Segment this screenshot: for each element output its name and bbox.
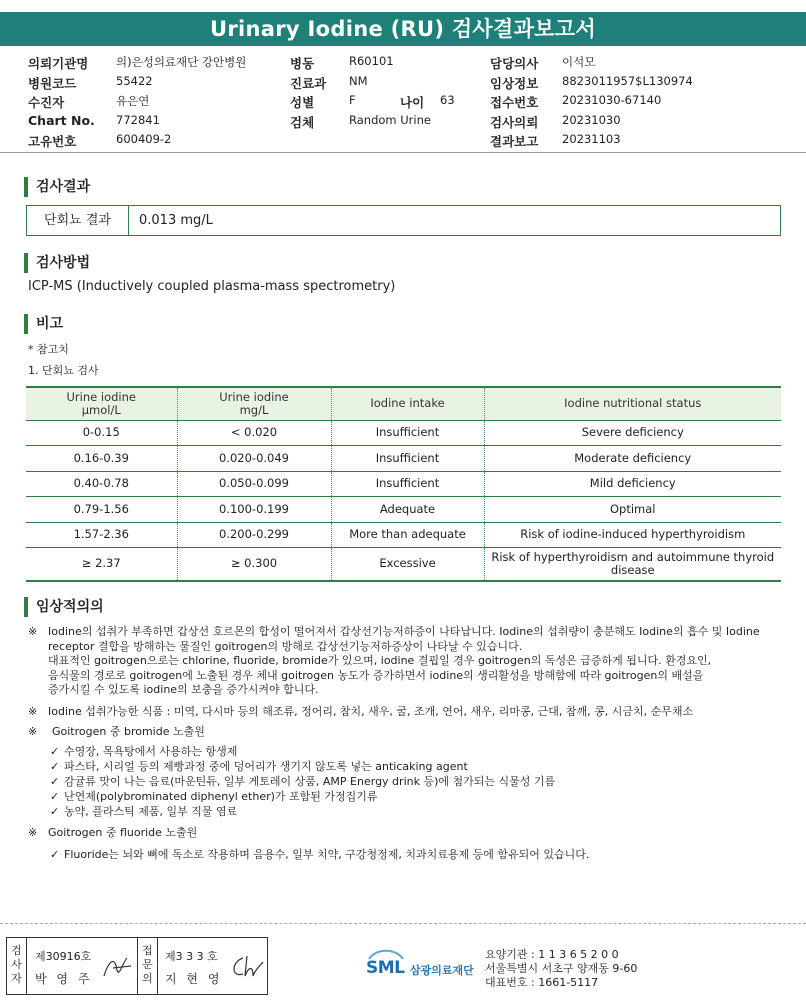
specimen-value: Random Urine xyxy=(349,112,431,127)
cell-mg: 0.020-0.049 xyxy=(177,446,331,472)
cell-umol: 0.16-0.39 xyxy=(73,450,129,465)
cell-mg: ≥ 0.300 xyxy=(177,548,331,581)
table-header-row xyxy=(26,387,781,420)
logo-text: SML xyxy=(366,958,405,978)
checker-number: 제30916호 xyxy=(35,950,92,963)
cell-intake: Insufficient xyxy=(331,471,484,497)
result-label: 단회뇨 결과 xyxy=(27,206,129,235)
bromide-item: 농약, 플라스틱 제품, 일부 직물 염료 xyxy=(64,805,238,818)
cell-status: Severe deficiency xyxy=(484,420,781,446)
bromide-item: 파스타, 시리얼 등의 제빵과정 중에 덩어리가 생기지 않도록 넣는 anticaking agent xyxy=(64,760,468,773)
receipt-value: 20231030-67140 xyxy=(562,93,662,107)
inst-address: 서울특별시 서초구 양재동 9-60 xyxy=(485,962,638,975)
paragraph-line: 증가시킬 수 있도록 iodine의 보충을 증가시켜야 합니다. xyxy=(48,683,319,696)
signature-box xyxy=(6,937,268,995)
approver-number: 제3 3 3 호 xyxy=(165,950,218,963)
cell-mg: 0.200-0.299 xyxy=(177,522,331,548)
age-value: 63 xyxy=(440,93,455,107)
clinical-info-value: 8823011957$L130974 xyxy=(562,73,693,88)
checker-name: 박 영 주 xyxy=(35,972,93,986)
patient-label: 수진자 xyxy=(28,95,65,110)
cell-mg: < 0.020 xyxy=(177,420,331,446)
check-icon: ✓ xyxy=(50,775,60,788)
cell-intake: Adequate xyxy=(331,497,484,523)
request-label: 검사의뢰 xyxy=(490,114,539,130)
uid-label: 고유번호 xyxy=(28,134,77,149)
paragraph-line: 음식물의 경로로 goitrogen에 노출된 경우 체내 goitrogen 농도가 증가하면서 iodine의 생리활성을 방해함에 따라 goitrogen의 배설을 xyxy=(48,668,704,682)
inst-code: 요양기관 : 1 1 3 6 5 2 0 0 xyxy=(485,948,619,961)
method-heading: 검사방법 xyxy=(24,253,90,273)
cell-status: Risk of hyperthyroidism and autoimmune thyroid disease xyxy=(484,548,781,581)
result-value: 0.013 mg/L xyxy=(139,213,213,228)
checker-signature xyxy=(101,952,135,982)
chart-label: Chart No. xyxy=(28,112,95,128)
paragraph-line: receptor 결합을 방해하는 물질인 goitrogen의 방해로 갑상선기능저하증상이 나타날 수 있습니다. xyxy=(48,639,523,653)
check-icon: ✓ xyxy=(50,805,60,818)
reference-note: * 참고치 xyxy=(28,343,69,356)
table-row xyxy=(26,471,781,497)
hospital-value: 의)은성의료재단 강안병원 xyxy=(116,55,247,69)
clinical-info-label: 임상정보 xyxy=(490,75,539,91)
reference-sub: 1. 단회뇨 검사 xyxy=(28,364,99,377)
patient-info xyxy=(28,54,788,152)
bromide-item: 난연제(polybrominated diphenyl ether)가 포함된 가정집기류 xyxy=(64,790,378,803)
doctor-value: 이석모 xyxy=(562,55,596,69)
sex-value: F xyxy=(349,93,356,107)
note-mark: ※ xyxy=(28,826,38,839)
dept-label: 진료과 xyxy=(290,75,327,91)
note-mark: ※ xyxy=(28,705,38,718)
cell-status: Mild deficiency xyxy=(484,471,781,497)
paragraph-line: 대표적인 goitrogen으로는 chlorine, fluoride, bromide가 있으며, iodine 결핍일 경우 goitrogen의 독성은 급증하게 됩니다. 환경요인, xyxy=(48,654,712,667)
inst-phone: 대표번호 : 1661-5117 xyxy=(485,976,599,989)
divider xyxy=(0,152,806,153)
code-value: 55422 xyxy=(116,73,153,88)
approver-name: 지 현 영 xyxy=(165,972,223,986)
doctor-label: 담당의사 xyxy=(490,56,539,71)
footer-divider xyxy=(0,923,806,924)
report-title: Urinary Iodine (RU) 검사결과보고서 xyxy=(0,12,806,46)
specimen-label: 검체 xyxy=(290,114,315,130)
cell-umol: ≥ 2.37 xyxy=(81,556,121,571)
sex-label: 성별 xyxy=(290,95,315,110)
remarks-heading: 비고 xyxy=(24,314,63,334)
cell-intake: More than adequate xyxy=(331,522,484,548)
table-row xyxy=(26,446,781,472)
col-header-mg: Urine iodine mg/L xyxy=(177,387,331,420)
cell-umol: 0-0.15 xyxy=(82,425,120,440)
note-mark: ※ xyxy=(28,725,38,738)
approver-label: 접 문 의 xyxy=(138,938,158,994)
institution-info xyxy=(485,948,637,990)
fluoride-heading: Goitrogen 중 fluoride 노출원 xyxy=(48,826,198,839)
chart-value: 772841 xyxy=(116,112,160,127)
uid-value: 600409-2 xyxy=(116,132,172,146)
table-row xyxy=(26,420,781,446)
code-label: 병원코드 xyxy=(28,75,77,91)
cell-status: Risk of iodine-induced hyperthyroidism xyxy=(484,522,781,548)
cell-status: Optimal xyxy=(484,497,781,523)
bromide-heading: Goitrogen 중 bromide 노출원 xyxy=(52,725,205,738)
cell-umol: 1.57-2.36 xyxy=(73,527,129,542)
hospital-label: 의뢰기관명 xyxy=(28,56,89,71)
col-header-umol: Urine iodine μmol/L xyxy=(26,387,177,420)
fluoride-item: Fluoride는 뇌와 뼈에 독소로 작용하며 음용수, 일부 치약, 구강청정제, 치과치료용제 등에 함유되어 있습니다. xyxy=(64,848,590,861)
ward-label: 병동 xyxy=(290,56,315,71)
check-icon: ✓ xyxy=(50,760,60,773)
dept-value: NM xyxy=(349,73,368,88)
cell-mg: 0.100-0.199 xyxy=(177,497,331,523)
patient-value: 유은연 xyxy=(116,94,150,108)
note-mark: ※ xyxy=(28,625,38,638)
cell-umol: 0.40-0.78 xyxy=(73,476,129,491)
food-list: Iodine 섭취가능한 식품 : 미역, 다시마 등의 해조류, 정어리, 참치, 새우, 굴, 조개, 연어, 새우, 리마콩, 근대, 참깨, 콩, 시금치, 순무채소 xyxy=(48,705,694,718)
result-heading: 검사결과 xyxy=(24,177,90,197)
ward-value: R60101 xyxy=(349,54,394,68)
reference-table xyxy=(26,386,781,582)
table-row xyxy=(26,497,781,523)
cell-mg: 0.050-0.099 xyxy=(177,471,331,497)
col-header-intake: Iodine intake xyxy=(331,387,484,420)
report-date-label: 결과보고 xyxy=(490,134,539,149)
method-text: ICP-MS (Inductively coupled plasma-mass spectrometry) xyxy=(28,279,396,294)
clinical-heading: 임상적의의 xyxy=(24,597,104,617)
org-name: 삼광의료재단 xyxy=(410,964,474,977)
table-row xyxy=(26,548,781,581)
table-row xyxy=(26,522,781,548)
checker-label: 검 사 자 xyxy=(7,938,27,994)
cell-intake: Excessive xyxy=(331,548,484,581)
col-header-status: Iodine nutritional status xyxy=(484,387,781,420)
cell-intake: Insufficient xyxy=(331,420,484,446)
result-box xyxy=(26,205,781,236)
cell-status: Moderate deficiency xyxy=(484,446,781,472)
bromide-item: 감귤류 맛이 나는 음료(마운틴듀, 일부 게토레이 상품, AMP Energy drink 등)에 첨가되는 식물성 기름 xyxy=(64,775,556,788)
clinical-paragraph xyxy=(48,625,788,698)
approver-signature xyxy=(229,952,265,982)
paragraph-line: Iodine의 섭취가 부족하면 갑상선 호르몬의 합성이 떨어져서 갑상선기능저하증이 나타납니다. Iodine의 섭취량이 충분해도 Iodine의 흡수 및 Iodine xyxy=(48,625,760,638)
check-icon: ✓ xyxy=(50,790,60,803)
cell-umol: 0.79-1.56 xyxy=(73,501,129,516)
age-label: 나이 xyxy=(400,95,425,110)
report-date-value: 20231103 xyxy=(562,132,621,146)
check-icon: ✓ xyxy=(50,848,60,861)
bromide-item: 수영장, 목욕탕에서 사용하는 항생제 xyxy=(64,745,238,758)
receipt-label: 접수번호 xyxy=(490,95,539,110)
request-value: 20231030 xyxy=(562,112,621,127)
sml-logo xyxy=(366,946,486,982)
check-icon: ✓ xyxy=(50,745,60,758)
cell-intake: Insufficient xyxy=(331,446,484,472)
